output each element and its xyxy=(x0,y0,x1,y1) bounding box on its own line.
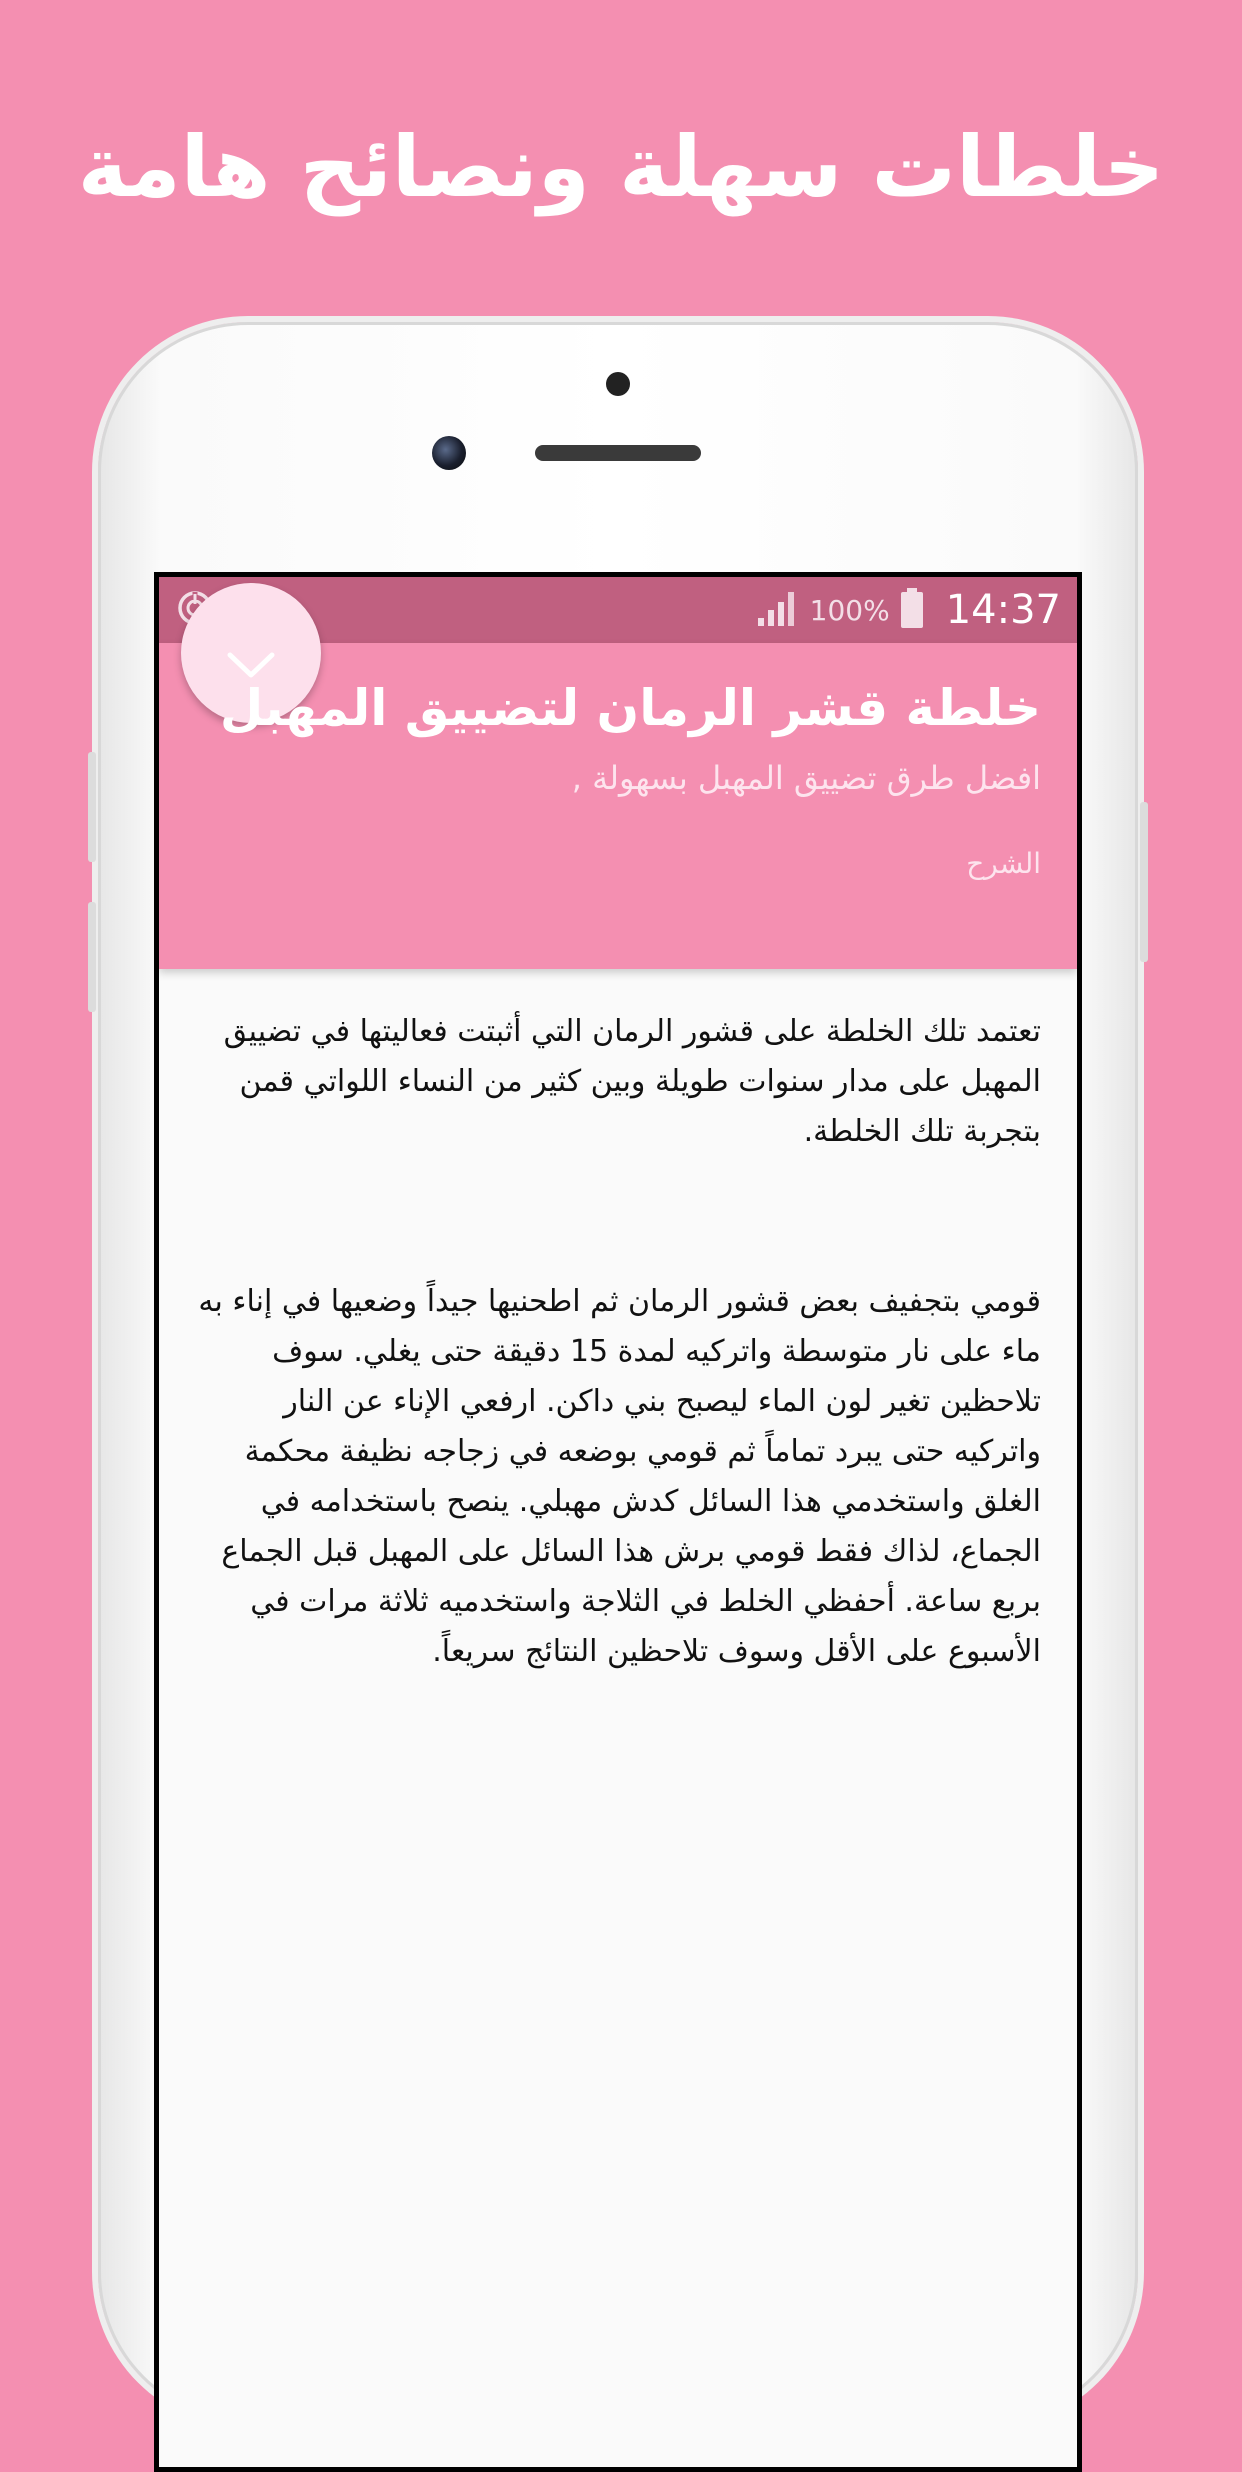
battery-icon xyxy=(900,587,924,633)
article-body xyxy=(159,969,1077,1677)
article-paragraph: تعتمد تلك الخلطة على قشور الرمان التي أثبتت فعاليتها في تضييق المهبل على مدار سنوات طويلة وبين كثير من النساء اللواتي قمن بتجربة تلك الخلطة. xyxy=(223,1014,1041,1149)
signal-icon xyxy=(756,588,800,632)
phone-screen xyxy=(154,572,1082,2472)
article-title: خلطة قشر الرمان لتضييق المهبل xyxy=(219,679,1041,737)
app-header xyxy=(159,643,1077,969)
app-screen xyxy=(159,577,1077,2467)
tab-explanation[interactable]: الشرح xyxy=(966,847,1041,880)
battery-percent: 100% xyxy=(809,593,890,627)
phone-frame xyxy=(98,322,1138,2422)
phone-front-camera xyxy=(432,436,466,470)
phone-sensor xyxy=(606,372,630,396)
phone-power-button xyxy=(1140,802,1148,962)
phone-volume-button-2 xyxy=(88,902,96,1012)
status-time: 14:37 xyxy=(945,587,1061,633)
article-paragraph: قومي بتجفيف بعض قشور الرمان ثم اطحنيها جيداً وضعيها في إناء به ماء على نار متوسطة واتركيه لمدة 15 دقيقة حتى يغلي. سوف تلاحظين تغير لون الماء ليصبح بني داكن. ارفعي الإناء عن النار واتركيه حتى يبرد تماماً ثم قومي بوضعه في زجاجه نظيفة محكمة الغلق واستخدمي هذا السائل كدش مهبلي. ينصح باستخدامه في الجماع، لذاك فقط قومي برش هذا السائل على المهبل قبل الجماع بربع ساعة. أحفظي الخلط في الثلاجة واستخدميه ثلاثة مرات في الأسبوع على الأقل وسوف تلاحظين النتائج سريعاً. xyxy=(198,1284,1041,1669)
phone-volume-button xyxy=(88,752,96,862)
phone-speaker xyxy=(535,445,701,461)
promo-title: خلطات سهلة ونصائح هامة xyxy=(77,118,1165,216)
article-subtitle: افضل طرق تضييق المهبل بسهولة , xyxy=(571,759,1041,797)
